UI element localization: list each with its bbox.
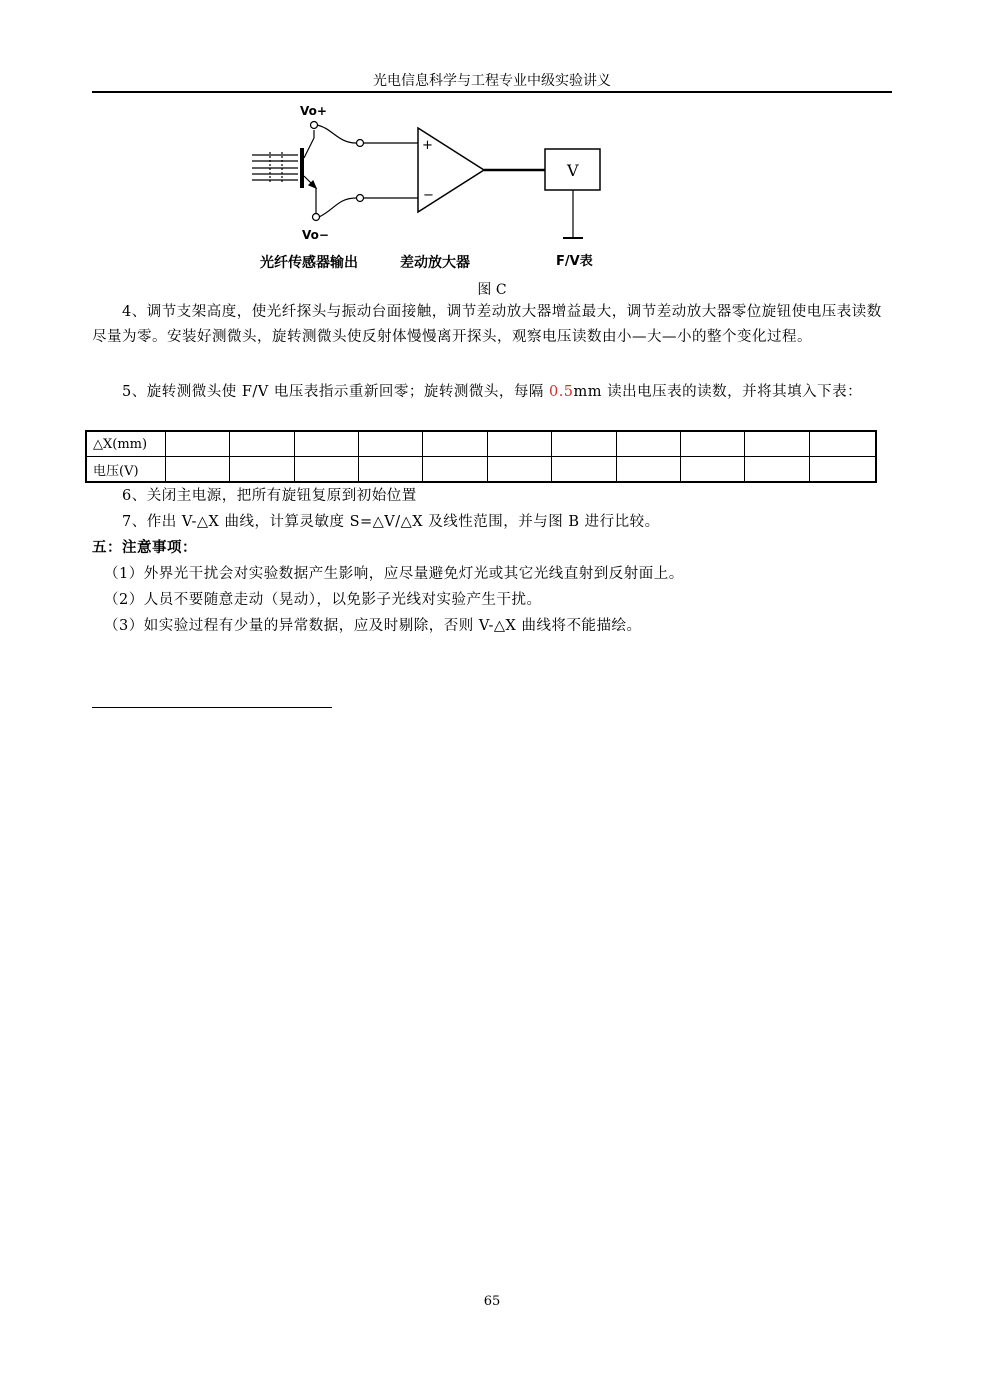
table-row [86, 457, 876, 483]
table-cell[interactable] [487, 457, 551, 483]
terminal-vo-plus-icon [311, 122, 318, 129]
table-cell[interactable] [809, 457, 876, 483]
step-5-pre: 5、旋转测微头使 F/V 电压表指示重新回零；旋转测微头，每隔 [122, 384, 549, 400]
table-cell[interactable] [166, 431, 230, 457]
label-diff-amp: 差动放大器 [400, 255, 470, 271]
step-6: 6、关闭主电源，把所有旋钮复原到初始位置 [122, 488, 417, 504]
table-cell[interactable] [230, 457, 294, 483]
step-5-interval: 0.5 [548, 384, 574, 400]
table-row [86, 431, 876, 457]
table-cell[interactable] [294, 431, 358, 457]
header-rule [92, 91, 892, 93]
terminal-vo-minus-icon [313, 214, 320, 221]
table-cell[interactable] [680, 457, 744, 483]
row-label-dx: △X(mm) [86, 431, 166, 457]
label-sensor-output: 光纤传感器输出 [260, 255, 358, 271]
table-cell[interactable] [552, 431, 616, 457]
phototransistor-icon [302, 130, 316, 213]
opamp-plus-label: + [422, 138, 433, 153]
data-table [85, 430, 877, 483]
note-3: （3）如实验过程有少量的异常数据，应及时剔除，否则 V-△X 曲线将不能描绘。 [104, 618, 642, 634]
step-5 [92, 380, 892, 405]
note-2: （2）人员不要随意走动（晃动），以免影子光线对实验产生干扰。 [104, 592, 542, 608]
table-cell[interactable] [809, 431, 876, 457]
table-cell[interactable] [487, 431, 551, 457]
vo-plus-label: Vo+ [300, 104, 327, 118]
table-cell[interactable] [423, 457, 487, 483]
table-cell[interactable] [423, 431, 487, 457]
table-cell[interactable] [616, 457, 680, 483]
table-cell[interactable] [230, 431, 294, 457]
light-rays-icon [252, 152, 298, 183]
opamp-minus-label: − [423, 188, 434, 203]
footnote-rule [92, 707, 332, 708]
table-cell[interactable] [552, 457, 616, 483]
table-cell[interactable] [166, 457, 230, 483]
label-fv-meter: F/V表 [556, 254, 593, 269]
meter-letter: V [567, 161, 579, 180]
table-cell[interactable] [359, 431, 423, 457]
notes-heading: 五：注意事项： [92, 540, 197, 556]
table-cell[interactable] [745, 431, 809, 457]
circuit-diagram [230, 98, 650, 278]
figure-caption: 图 C [477, 282, 507, 298]
terminal-amp-minus-icon [357, 195, 364, 202]
vo-minus-label: Vo− [302, 228, 329, 242]
page-number: 65 [483, 1294, 501, 1309]
table-cell[interactable] [680, 431, 744, 457]
note-1: （1）外界光干扰会对实验数据产生影响，应尽量避免灯光或其它光线直射到反射面上。 [104, 566, 684, 582]
step-4: 4、调节支架高度，使光纤探头与振动台面接触，调节差动放大器增益最大，调节差动放大器零位旋钮使电压表读数尽量为零。安装好测微头，旋转测微头使反射体慢慢离开探头，观察电压读数由小—大—小的整个变化过程。 [92, 304, 882, 345]
table-cell[interactable] [745, 457, 809, 483]
terminal-amp-plus-icon [357, 140, 364, 147]
table-cell[interactable] [616, 431, 680, 457]
row-label-voltage: 电压(V) [86, 457, 166, 483]
table-cell[interactable] [294, 457, 358, 483]
step-5-post: mm 读出电压表的读数，并将其填入下表： [573, 384, 863, 400]
table-cell[interactable] [359, 457, 423, 483]
header-title: 光电信息科学与工程专业中级实验讲义 [373, 73, 611, 89]
step-7: 7、作出 V-△X 曲线，计算灵敏度 S=△V/△X 及线性范围，并与图 B 进行比较。 [122, 514, 660, 530]
